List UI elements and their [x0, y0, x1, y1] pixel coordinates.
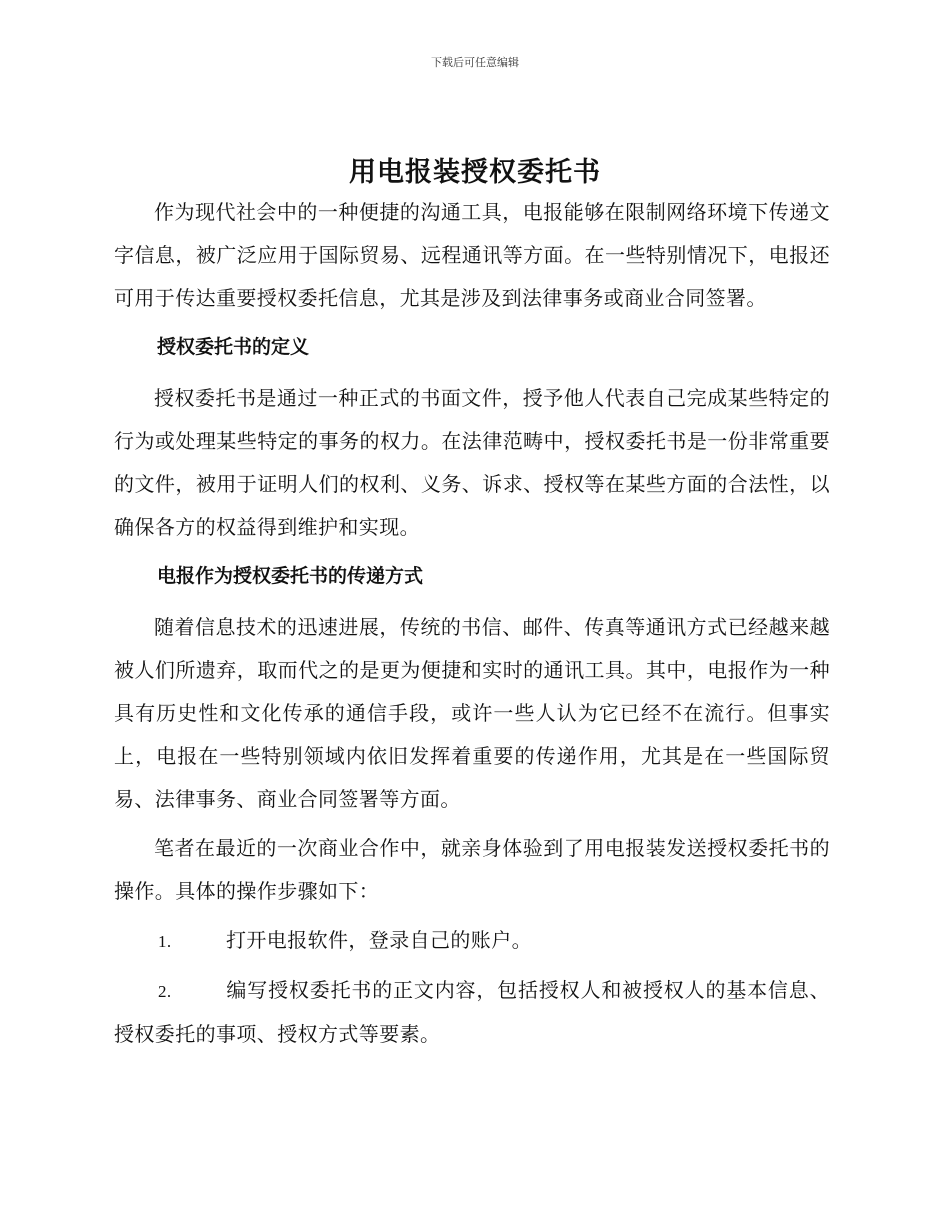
- telegram-paragraph: 随着信息技术的迅速进展，传统的书信、邮件、传真等通讯方式已经越来越被人们所遗弃，取而代之的是更为便捷和实时的通讯工具。其中，电报作为一种具有历史性和文化传承的通信手段，或许一些人认为它已经不在流行。但事实上，电报在一些特别领域内依旧发挥着重要的传递作用，尤其是在一些国际贸易、法律事务、商业合同签署等方面。: [114, 615, 830, 811]
- step-number: 1.: [158, 932, 172, 951]
- section-heading-telegram: 电报作为授权委托书的传递方式: [157, 565, 424, 587]
- step-item: [114, 919, 830, 963]
- definition-paragraph: 授权委托书是通过一种正式的书面文件，授予他人代表自己完成某些特定的行为或处理某些特定的事务的权力。在法律范畴中，授权委托书是一份非常重要的文件，被用于证明人们的权利、义务、诉求、授权等在某些方面的合法性，以确保各方的权益得到维护和实现。: [114, 386, 830, 539]
- document-title: 用电报装授权委托书: [349, 157, 601, 188]
- section-heading-definition: 授权委托书的定义: [157, 336, 310, 358]
- step-item: [114, 969, 830, 1056]
- step-text: 打开电报软件，登录自己的账户。: [226, 928, 532, 952]
- header-note: 下载后可任意编辑: [431, 56, 519, 69]
- step-number: 2.: [158, 982, 172, 1001]
- experience-paragraph: 笔者在最近的一次商业合作中，就亲身体验到了用电报装发送授权委托书的操作。具体的操作步骤如下：: [114, 836, 830, 903]
- intro-paragraph: 作为现代社会中的一种便捷的沟通工具，电报能够在限制网络环境下传递文字信息，被广泛应用于国际贸易、远程通讯等方面。在一些特别情况下，电报还可用于传达重要授权委托信息，尤其是涉及到法律事务或商业合同签署。: [114, 200, 830, 310]
- document-body: [114, 191, 830, 1062]
- step-text: 编写授权委托书的正文内容，包括授权人和被授权人的基本信息、授权委托的事项、授权方式等要素。: [114, 978, 830, 1046]
